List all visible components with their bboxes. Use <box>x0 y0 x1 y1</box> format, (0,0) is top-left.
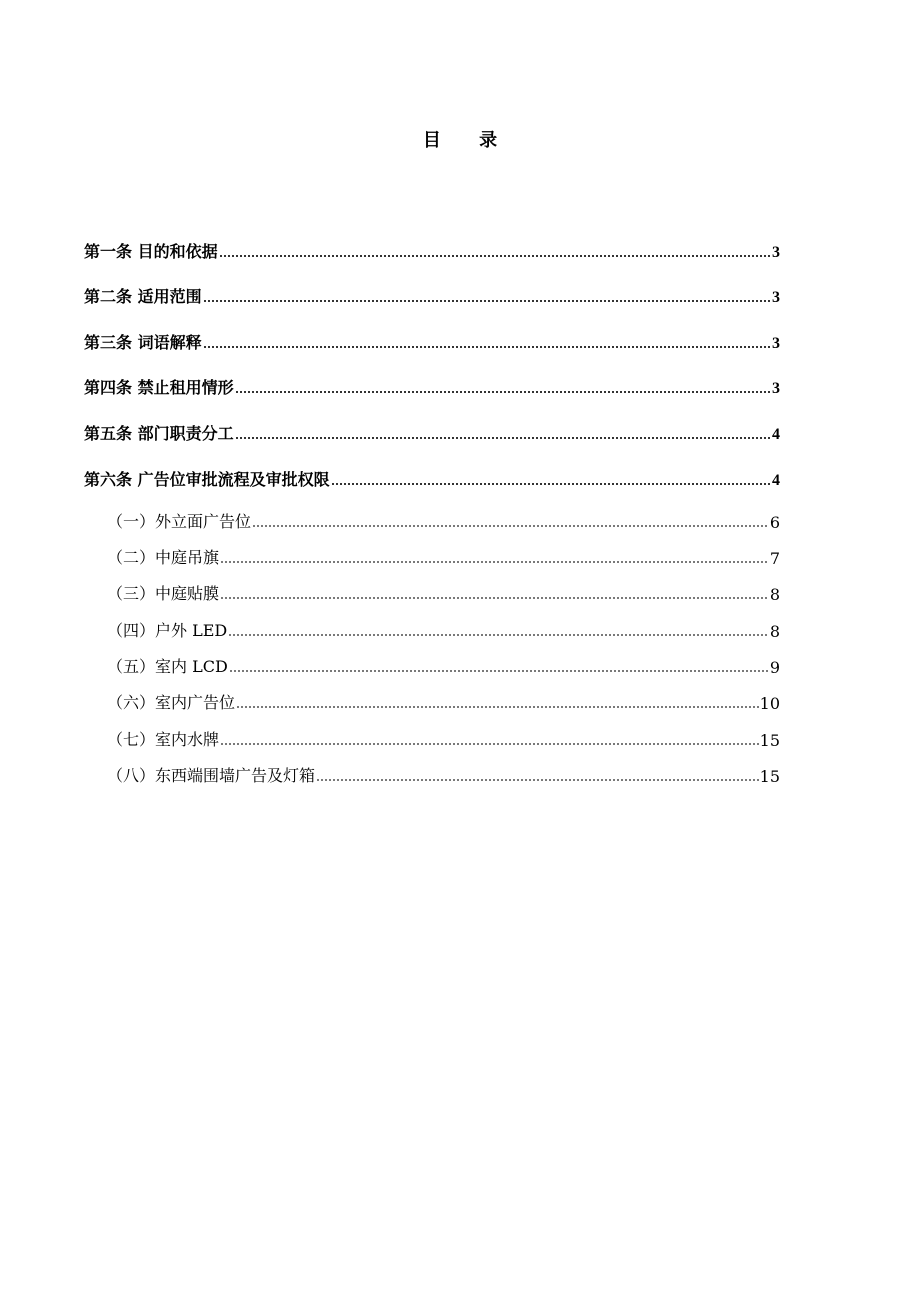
toc-subentry[interactable] <box>84 532 780 568</box>
toc-entry-page: 3 <box>772 289 780 307</box>
toc-subentry-page: 7 <box>769 549 780 569</box>
toc-entry[interactable] <box>84 216 780 262</box>
toc-subentry-label: （五）室内 LCD <box>107 657 228 677</box>
dot-leader <box>220 560 769 564</box>
toc-entry-page: 4 <box>772 425 780 443</box>
dot-leader <box>219 254 771 258</box>
toc-subentry[interactable] <box>84 677 780 713</box>
dot-leader <box>235 436 771 440</box>
dot-leader <box>331 482 771 486</box>
dot-leader <box>203 299 771 303</box>
toc-subentry-page: 9 <box>769 658 780 678</box>
toc-entry[interactable] <box>84 444 780 490</box>
toc-subentry[interactable] <box>84 750 780 786</box>
toc-subentry-label: （八）东西端围墙广告及灯箱 <box>107 765 316 785</box>
toc-entry-page: 3 <box>772 380 780 398</box>
dot-leader <box>316 778 759 782</box>
dot-leader <box>220 596 769 600</box>
toc-subentry-label: （四）户外 LED <box>107 620 228 640</box>
toc-entry-page: 3 <box>772 334 780 352</box>
toc-subentry-label: （一）外立面广告位 <box>107 511 252 531</box>
toc-subentry[interactable] <box>84 641 780 677</box>
dot-leader <box>229 669 769 673</box>
toc-subentry-label: （六）室内广告位 <box>107 693 236 713</box>
dot-leader <box>203 345 771 349</box>
toc-subentry-page: 6 <box>769 512 780 532</box>
toc-subentry-label: （七）室内水牌 <box>107 729 220 749</box>
toc-entry[interactable] <box>84 262 780 308</box>
toc-subentry-page: 15 <box>759 766 780 786</box>
toc-entry-label: 第一条 目的和依据 <box>84 241 218 261</box>
toc-entry-label: 第四条 禁止租用情形 <box>84 378 234 398</box>
dot-leader <box>228 633 769 637</box>
toc-subentry-page: 8 <box>769 621 780 641</box>
toc-entry-page: 4 <box>772 471 780 489</box>
dot-leader <box>235 390 771 394</box>
toc-entry[interactable] <box>84 353 780 399</box>
toc-subentry-label: （二）中庭吊旗 <box>107 548 220 568</box>
toc-subentry[interactable] <box>84 713 780 749</box>
toc-subentry-page: 8 <box>769 585 780 605</box>
toc-subentry[interactable] <box>84 604 780 640</box>
toc-entry-label: 第六条 广告位审批流程及审批权限 <box>84 469 330 489</box>
toc-entry-label: 第五条 部门职责分工 <box>84 423 234 443</box>
toc-subentry-page: 10 <box>759 694 780 714</box>
toc-subentry[interactable] <box>84 496 780 532</box>
dot-leader <box>252 524 769 528</box>
toc-subentry[interactable] <box>84 568 780 604</box>
toc-entry-page: 3 <box>772 243 780 261</box>
toc-title: 目 录 <box>422 130 514 151</box>
toc-subentry-label: （三）中庭贴膜 <box>107 584 220 604</box>
toc-list <box>84 216 780 786</box>
toc-entry[interactable] <box>84 307 780 353</box>
dot-leader <box>236 705 759 709</box>
toc-entry[interactable] <box>84 398 780 444</box>
toc-subentry-page: 15 <box>759 730 780 750</box>
toc-entry-label: 第三条 词语解释 <box>84 332 202 352</box>
dot-leader <box>220 742 759 746</box>
toc-entry-label: 第二条 适用范围 <box>84 287 202 307</box>
